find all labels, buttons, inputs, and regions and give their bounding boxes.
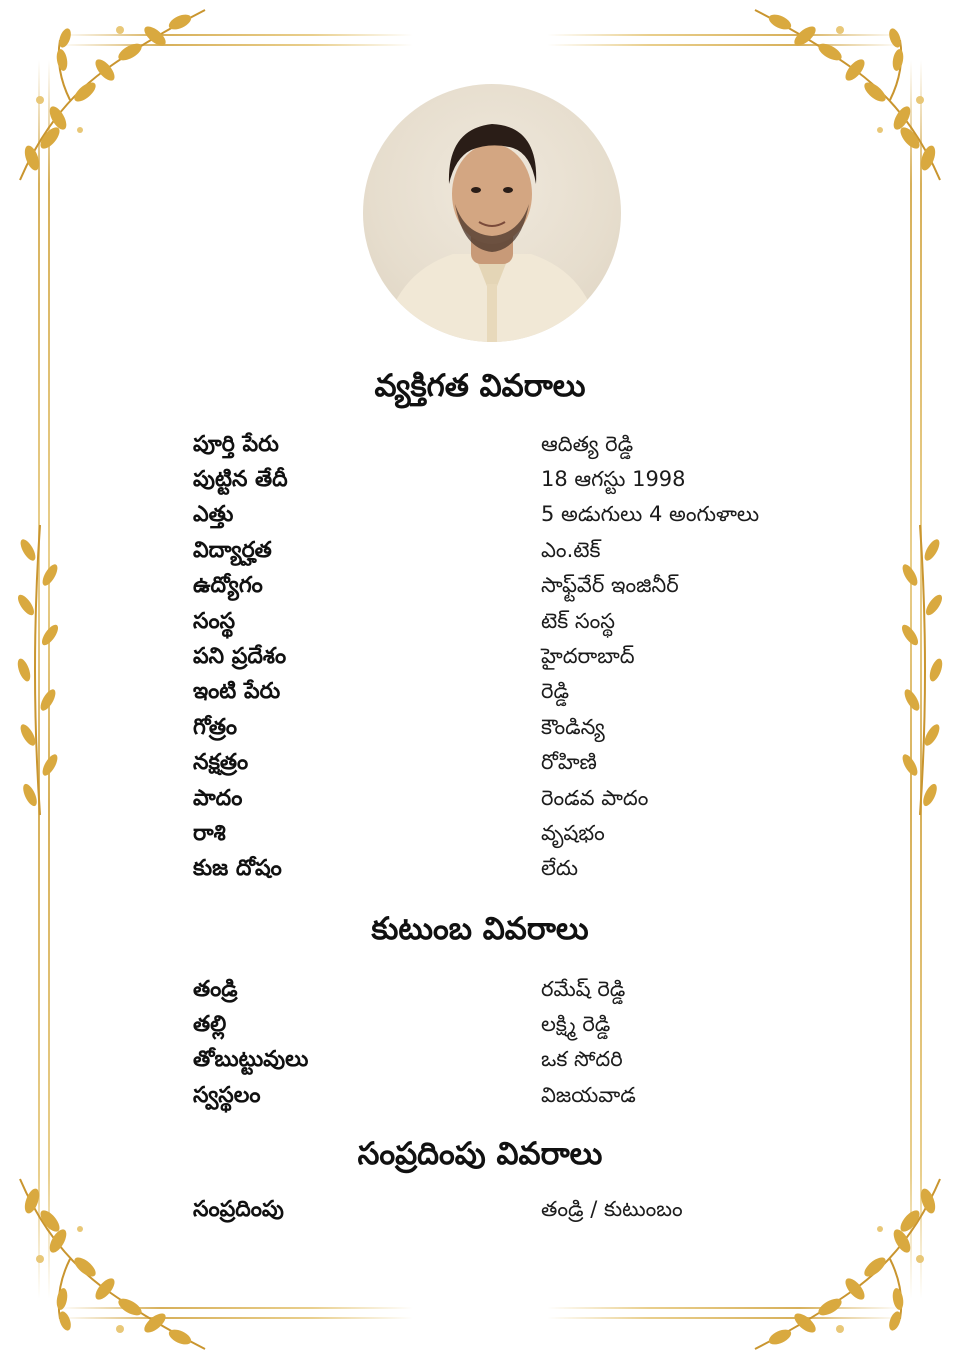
detail-value: 18 ఆగస్టు 1998	[541, 467, 686, 492]
detail-label: కుజ దోషం	[193, 856, 282, 882]
section-title-personal: వ్యక్తిగత వివరాలు	[374, 368, 586, 404]
detail-label: గోత్రం	[193, 714, 238, 740]
section-title-contact: సంప్రదింపు వివరాలు	[357, 1136, 603, 1172]
family-details-list	[193, 974, 813, 1116]
detail-value: టెక్ సంస్థ	[541, 608, 615, 633]
detail-value: 5 అడుగులు 4 అంగుళాలు	[541, 502, 760, 527]
detail-row	[193, 712, 813, 747]
gold-leaf-corner-icon	[10, 0, 210, 190]
detail-row	[193, 1045, 813, 1080]
detail-row	[193, 535, 813, 570]
section-title-family: కుటుంబ వివరాలు	[371, 911, 589, 947]
detail-value: కౌండిన్య	[541, 714, 605, 739]
gold-leaf-side-icon	[890, 520, 950, 820]
detail-value: రమేష్ రెడ్డి	[541, 976, 626, 1001]
detail-value: రెడ్డి	[541, 679, 569, 704]
detail-value: ఒక సోదరి	[541, 1047, 623, 1072]
detail-label: ఎత్తు	[193, 502, 234, 528]
detail-label: పాదం	[193, 785, 243, 811]
portrait-illustration	[363, 84, 621, 342]
detail-value: లక్ష్మి రెడ్డి	[541, 1012, 611, 1037]
detail-label: తల్లి	[193, 1012, 227, 1038]
detail-label: ఇంటి పేరు	[193, 679, 281, 705]
detail-row	[193, 429, 813, 464]
detail-value: సాఫ్ట్‌వేర్ ఇంజినీర్	[541, 573, 679, 598]
gold-leaf-side-icon	[10, 520, 70, 820]
detail-row	[193, 974, 813, 1009]
detail-label: రాశి	[193, 820, 226, 846]
detail-row	[193, 818, 813, 853]
detail-row	[193, 571, 813, 606]
detail-value: విజయవాడ	[541, 1082, 636, 1107]
detail-row	[193, 748, 813, 783]
detail-label: పూర్తి పేరు	[193, 431, 279, 457]
gold-leaf-corner-icon	[10, 1169, 210, 1359]
detail-label: ఉద్యోగం	[193, 573, 263, 599]
profile-photo	[363, 84, 621, 342]
detail-label: సంప్రదింపు	[193, 1196, 284, 1222]
detail-row	[193, 1194, 813, 1229]
gold-leaf-corner-icon	[750, 0, 950, 190]
detail-label: సంస్థ	[193, 608, 236, 634]
detail-row	[193, 641, 813, 676]
detail-value: ఆదిత్య రెడ్డి	[541, 431, 634, 456]
detail-row	[193, 606, 813, 641]
contact-details-list	[193, 1194, 813, 1229]
detail-label: పని ప్రదేశం	[193, 644, 287, 670]
detail-row	[193, 500, 813, 535]
detail-label: తోబుట్టువులు	[193, 1047, 309, 1073]
detail-row	[193, 783, 813, 818]
detail-label: విద్యార్హత	[193, 537, 272, 563]
detail-value: రెండవ పాదం	[541, 785, 649, 810]
detail-label: స్వస్థలం	[193, 1082, 261, 1108]
detail-value: రోహిణి	[541, 750, 597, 775]
detail-value: తండ్రి / కుటుంబం	[541, 1196, 683, 1221]
detail-value: ఎం.టెక్	[541, 537, 601, 562]
detail-value: హైదరాబాద్	[541, 644, 635, 669]
detail-row	[193, 677, 813, 712]
detail-label: నక్షత్రం	[193, 750, 249, 776]
detail-label: పుట్టిన తేదీ	[193, 467, 288, 493]
personal-details-list	[193, 429, 813, 889]
detail-value: వృషభం	[541, 820, 605, 845]
detail-row	[193, 854, 813, 889]
detail-row	[193, 1009, 813, 1044]
detail-row	[193, 1080, 813, 1115]
detail-row	[193, 464, 813, 499]
detail-value: లేదు	[541, 856, 578, 881]
detail-label: తండ్రి	[193, 976, 238, 1002]
